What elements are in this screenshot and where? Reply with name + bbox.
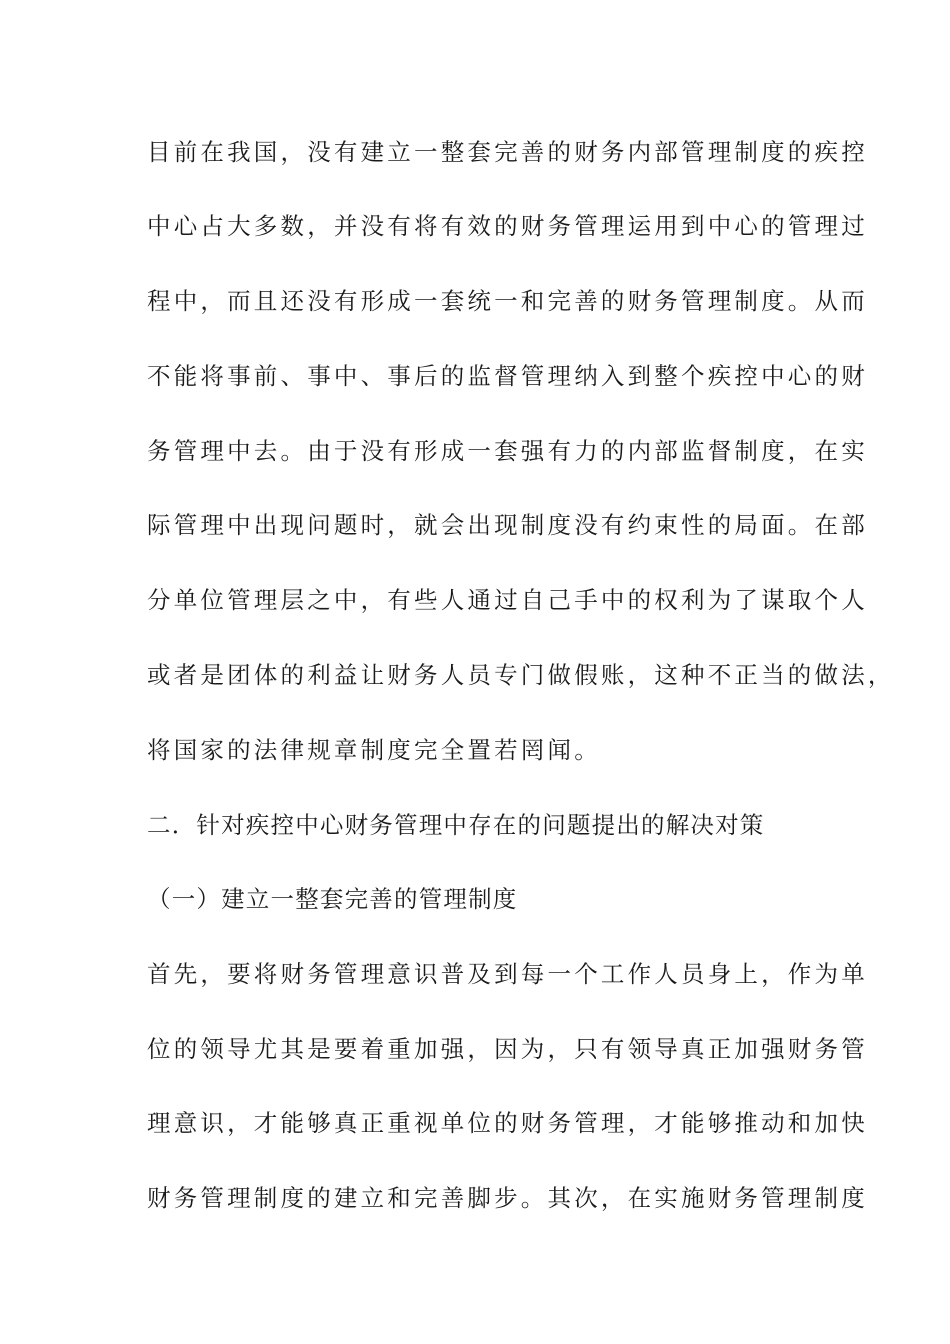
paragraph-1-line-8: 或者是团体的利益让财务人员专门做假账，这种不正当的做法， — [147, 661, 895, 689]
paragraph-1-line-7: 分单位管理层之中，有些人通过自己手中的权利为了谋取个人 — [147, 586, 868, 614]
section-heading: 二．针对疾控中心财务管理中存在的问题提出的解决对策 — [147, 811, 765, 839]
paragraph-2-line-4: 财务管理制度的建立和完善脚步。其次，在实施财务管理制度 — [147, 1184, 868, 1212]
paragraph-1-line-2: 中心占大多数，并没有将有效的财务管理运用到中心的管理过 — [147, 212, 868, 240]
paragraph-1-line-6: 际管理中出现问题时，就会出现制度没有约束性的局面。在部 — [147, 511, 868, 539]
paragraph-1-line-9: 将国家的法律规章制度完全置若罔闻。 — [147, 736, 601, 764]
paragraph-2-line-1: 首先，要将财务管理意识普及到每一个工作人员身上，作为单 — [147, 960, 868, 988]
paragraph-1-line-5: 务管理中去。由于没有形成一套强有力的内部监督制度，在实 — [147, 437, 868, 465]
paragraph-2-line-3: 理意识，才能够真正重视单位的财务管理，才能够推动和加快 — [147, 1109, 868, 1137]
paragraph-1-line-4: 不能将事前、事中、事后的监督管理纳入到整个疾控中心的财 — [147, 362, 868, 390]
subsection-heading: （一）建立一整套完善的管理制度 — [147, 885, 518, 913]
paragraph-2-line-2: 位的领导尤其是要着重加强，因为，只有领导真正加强财务管 — [147, 1035, 868, 1063]
paragraph-1-line-3: 程中，而且还没有形成一套统一和完善的财务管理制度。从而 — [147, 287, 868, 315]
paragraph-1-line-1: 目前在我国，没有建立一整套完善的财务内部管理制度的疾控 — [147, 138, 868, 166]
